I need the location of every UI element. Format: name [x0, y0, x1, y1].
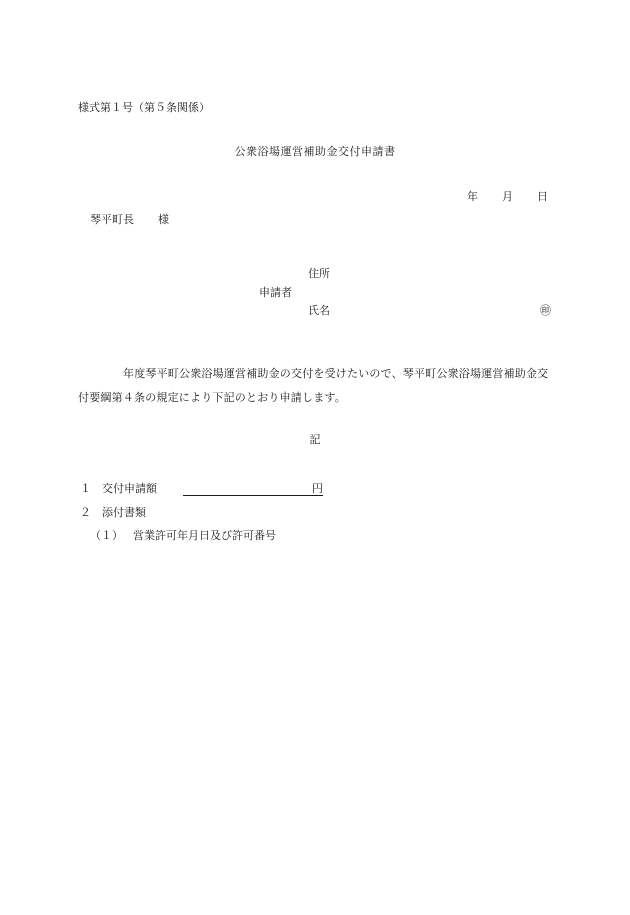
item-label: 交付申請額: [102, 482, 157, 495]
form-number: 様式第１号（第５条関係）: [78, 101, 210, 114]
addressee: [90, 213, 169, 227]
seal-mark: ㊞: [540, 304, 551, 317]
amount-field[interactable]: [183, 482, 323, 496]
subitem-business-permit: [90, 529, 276, 543]
application-statement: 年度琴平町公衆浴場運営補助金の交付を受けたいので、琴平町公衆浴場運営補助金交付要綱第４条の規定により下記のとおり申請します。: [78, 367, 549, 404]
item-attachments: [80, 506, 146, 520]
item-label: 添付書類: [102, 506, 146, 519]
date-line: [467, 190, 548, 204]
item-number: ２: [80, 506, 91, 519]
addressee-honorific: 様: [158, 213, 169, 226]
name-label: 氏名: [308, 304, 330, 317]
subitem-label: 営業許可年月日及び許可番号: [133, 529, 276, 542]
subitem-number: （１）: [90, 529, 123, 542]
amount-unit: 円: [312, 482, 323, 495]
address-label: 住所: [308, 267, 330, 280]
date-year-label: 年: [467, 190, 478, 203]
document-title: 公衆浴場運営補助金交付申請書: [234, 145, 396, 158]
date-day-label: 日: [537, 190, 548, 203]
item-requested-amount: [80, 482, 323, 496]
date-month-label: 月: [502, 190, 513, 203]
addressee-name: 琴平町長: [90, 213, 134, 226]
item-number: １: [80, 482, 91, 495]
ki-heading: 記: [309, 433, 321, 446]
applicant-label: 申請者: [259, 286, 292, 299]
